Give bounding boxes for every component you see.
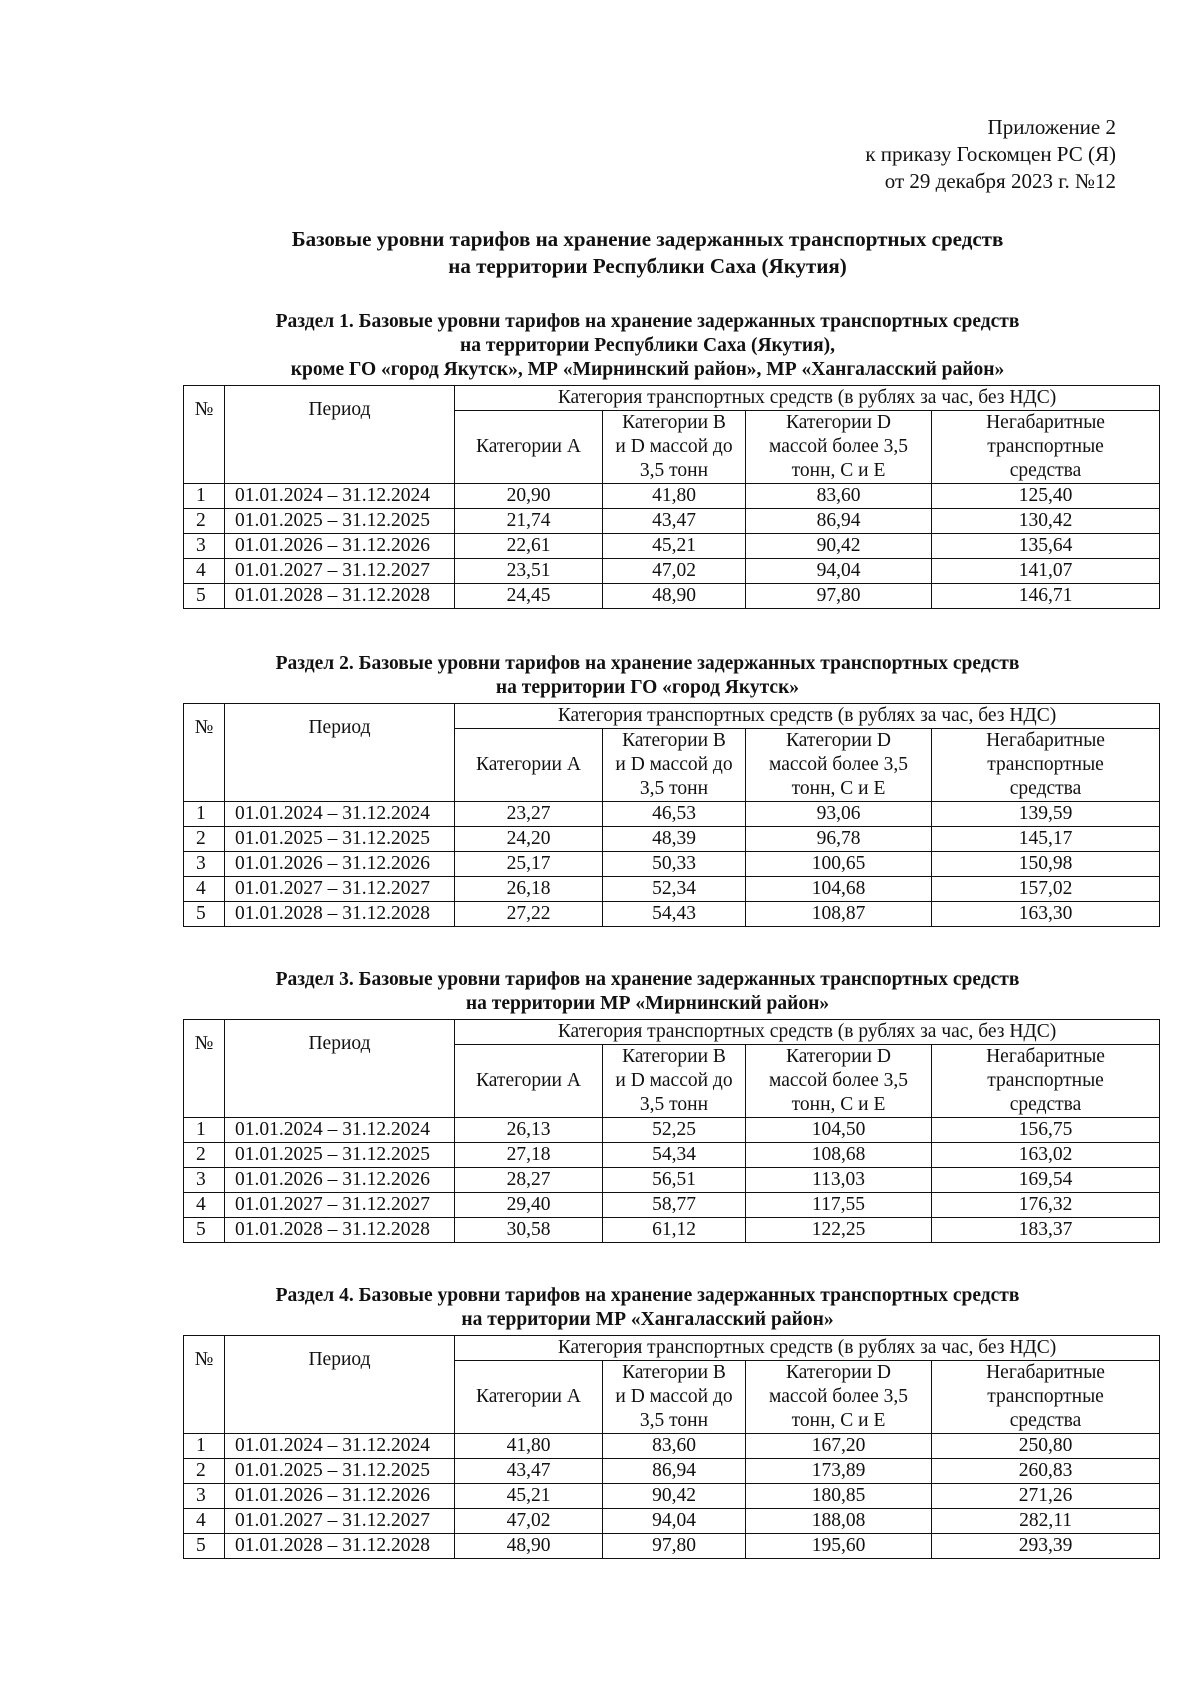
row-period: 01.01.2026 – 31.12.2026	[225, 852, 455, 877]
tariff-category-d: 96,78	[746, 827, 932, 852]
row-number: 4	[184, 1193, 225, 1218]
tariff-category-a: 26,13	[455, 1118, 603, 1143]
row-period: 01.01.2028 – 31.12.2028	[225, 1218, 455, 1243]
row-number: 1	[184, 1118, 225, 1143]
section-heading-line: на территории Республики Саха (Якутия),	[460, 335, 835, 356]
row-period: 01.01.2024 – 31.12.2024	[225, 484, 455, 509]
tariff-oversize: 260,83	[932, 1459, 1160, 1484]
tariff-category-b: 54,43	[603, 902, 746, 927]
header-line: и D массой до	[615, 1386, 733, 1407]
header-line: массой более 3,5	[769, 1070, 908, 1091]
section-4-heading	[0, 1284, 1200, 1332]
row-number: 2	[184, 827, 225, 852]
section-heading-line: Раздел 3. Базовые уровни тарифов на хранение задержанных транспортных средств	[275, 969, 1020, 990]
header-line: тонн, С и Е	[791, 1094, 886, 1115]
table-row	[184, 509, 1160, 534]
row-period: 01.01.2025 – 31.12.2025	[225, 1459, 455, 1484]
header-line: Категории В	[622, 412, 726, 433]
tariff-oversize: 157,02	[932, 877, 1160, 902]
header-line: тонн, С и Е	[791, 778, 886, 799]
tariff-category-a: 27,22	[455, 902, 603, 927]
tariff-oversize: 145,17	[932, 827, 1160, 852]
row-period: 01.01.2027 – 31.12.2027	[225, 1509, 455, 1534]
column-header-category-a: Категории А	[455, 1361, 603, 1434]
tariff-category-b: 48,39	[603, 827, 746, 852]
header-line: Категории D	[786, 412, 891, 433]
tariff-category-d: 83,60	[746, 484, 932, 509]
appendix-line: от 29 декабря 2023 г. №12	[884, 169, 1116, 193]
tariff-category-a: 25,17	[455, 852, 603, 877]
row-period: 01.01.2028 – 31.12.2028	[225, 584, 455, 609]
row-number: 1	[184, 1434, 225, 1459]
tariff-oversize: 163,30	[932, 902, 1160, 927]
table-header-row	[184, 1336, 1160, 1361]
tariff-category-a: 47,02	[455, 1509, 603, 1534]
table-row	[184, 559, 1160, 584]
column-header-oversize	[932, 411, 1160, 484]
column-header-period: Период	[225, 386, 455, 484]
section-2-heading	[0, 652, 1200, 700]
appendix-line: к приказу Госкомцен РС (Я)	[865, 142, 1116, 166]
tariff-category-a: 29,40	[455, 1193, 603, 1218]
header-line: Негабаритные	[986, 1046, 1105, 1067]
column-header-category-a: Категории А	[455, 729, 603, 802]
table-row	[184, 1143, 1160, 1168]
header-line: Категории В	[622, 730, 726, 751]
header-line: Категории В	[622, 1362, 726, 1383]
column-header-period: Период	[225, 704, 455, 802]
tariff-category-a: 45,21	[455, 1484, 603, 1509]
row-number: 1	[184, 484, 225, 509]
row-number: 2	[184, 1459, 225, 1484]
tariff-oversize: 282,11	[932, 1509, 1160, 1534]
header-line: и D массой до	[615, 754, 733, 775]
tariff-category-d: 188,08	[746, 1509, 932, 1534]
column-header-category-b	[603, 1045, 746, 1118]
row-period: 01.01.2024 – 31.12.2024	[225, 1434, 455, 1459]
tariff-category-b: 43,47	[603, 509, 746, 534]
tariff-category-b: 83,60	[603, 1434, 746, 1459]
section-heading-line: на территории МР «Хангаласский район»	[461, 1309, 834, 1330]
tariff-category-d: 113,03	[746, 1168, 932, 1193]
tariff-oversize: 183,37	[932, 1218, 1160, 1243]
table-header-row	[184, 704, 1160, 729]
column-header-number: №	[184, 1020, 225, 1118]
row-period: 01.01.2027 – 31.12.2027	[225, 877, 455, 902]
tariff-category-a: 22,61	[455, 534, 603, 559]
tariff-category-b: 90,42	[603, 1484, 746, 1509]
column-header-category-d	[746, 411, 932, 484]
header-line: Негабаритные	[986, 1362, 1105, 1383]
row-number: 5	[184, 902, 225, 927]
header-line: 3,5 тонн	[639, 460, 709, 481]
table-row	[184, 1459, 1160, 1484]
header-line: 3,5 тонн	[639, 1094, 709, 1115]
header-line: транспортные	[987, 754, 1104, 775]
column-header-category-group: Категория транспортных средств (в рублях за час, без НДС)	[455, 704, 1160, 729]
tariff-category-d: 104,50	[746, 1118, 932, 1143]
column-header-category-d	[746, 729, 932, 802]
column-header-category-b	[603, 1361, 746, 1434]
table-header-row	[184, 1020, 1160, 1045]
column-header-number: №	[184, 1336, 225, 1434]
column-header-category-d	[746, 1361, 932, 1434]
header-line: 3,5 тонн	[639, 1410, 709, 1431]
column-header-category-b	[603, 729, 746, 802]
header-line: массой более 3,5	[769, 754, 908, 775]
row-number: 4	[184, 877, 225, 902]
row-period: 01.01.2027 – 31.12.2027	[225, 1193, 455, 1218]
tariff-category-b: 54,34	[603, 1143, 746, 1168]
row-period: 01.01.2026 – 31.12.2026	[225, 1168, 455, 1193]
section-heading-line: Раздел 2. Базовые уровни тарифов на хранение задержанных транспортных средств	[275, 653, 1020, 674]
tariff-category-b: 58,77	[603, 1193, 746, 1218]
tariff-category-b: 52,25	[603, 1118, 746, 1143]
column-header-category-b	[603, 411, 746, 484]
row-number: 3	[184, 1168, 225, 1193]
tariff-oversize: 150,98	[932, 852, 1160, 877]
table-row	[184, 1168, 1160, 1193]
section-heading-line: на территории МР «Мирнинский район»	[465, 993, 830, 1014]
table-row	[184, 827, 1160, 852]
column-header-period: Период	[225, 1020, 455, 1118]
column-header-oversize	[932, 1361, 1160, 1434]
header-line: средства	[1009, 1410, 1082, 1431]
header-line: Негабаритные	[986, 412, 1105, 433]
row-number: 5	[184, 584, 225, 609]
table-header-row	[184, 386, 1160, 411]
section-2-tariff-table	[183, 703, 1160, 927]
row-period: 01.01.2024 – 31.12.2024	[225, 802, 455, 827]
tariff-oversize: 271,26	[932, 1484, 1160, 1509]
tariff-oversize: 250,80	[932, 1434, 1160, 1459]
header-line: транспортные	[987, 1070, 1104, 1091]
tariff-category-d: 117,55	[746, 1193, 932, 1218]
tariff-category-a: 26,18	[455, 877, 603, 902]
column-header-oversize	[932, 1045, 1160, 1118]
column-header-category-a: Категории А	[455, 1045, 603, 1118]
tariff-category-a: 21,74	[455, 509, 603, 534]
tariff-category-b: 45,21	[603, 534, 746, 559]
tariff-category-a: 41,80	[455, 1434, 603, 1459]
tariff-oversize: 141,07	[932, 559, 1160, 584]
header-line: и D массой до	[615, 1070, 733, 1091]
row-period: 01.01.2028 – 31.12.2028	[225, 1534, 455, 1559]
tariff-category-b: 94,04	[603, 1509, 746, 1534]
row-period: 01.01.2026 – 31.12.2026	[225, 534, 455, 559]
tariff-oversize: 156,75	[932, 1118, 1160, 1143]
appendix-line: Приложение 2	[987, 115, 1116, 139]
column-header-category-group: Категория транспортных средств (в рублях за час, без НДС)	[455, 1020, 1160, 1045]
header-line: и D массой до	[615, 436, 733, 457]
tariff-category-a: 20,90	[455, 484, 603, 509]
tariff-category-a: 48,90	[455, 1534, 603, 1559]
row-number: 3	[184, 534, 225, 559]
tariff-category-b: 47,02	[603, 559, 746, 584]
tariff-category-b: 61,12	[603, 1218, 746, 1243]
section-heading-line: на территории ГО «город Якутск»	[495, 677, 800, 698]
column-header-oversize	[932, 729, 1160, 802]
section-3-tariff-table	[183, 1019, 1160, 1243]
row-period: 01.01.2025 – 31.12.2025	[225, 509, 455, 534]
tariff-oversize: 169,54	[932, 1168, 1160, 1193]
document-title-line: на территории Республики Саха (Якутия)	[448, 254, 847, 278]
tariff-oversize: 293,39	[932, 1534, 1160, 1559]
row-number: 2	[184, 1143, 225, 1168]
tariff-oversize: 139,59	[932, 802, 1160, 827]
header-line: 3,5 тонн	[639, 778, 709, 799]
header-line: Категории D	[786, 1362, 891, 1383]
row-period: 01.01.2025 – 31.12.2025	[225, 827, 455, 852]
tariff-category-a: 24,20	[455, 827, 603, 852]
tariff-category-d: 108,68	[746, 1143, 932, 1168]
section-heading-line: Раздел 4. Базовые уровни тарифов на хранение задержанных транспортных средств	[275, 1285, 1020, 1306]
row-number: 5	[184, 1534, 225, 1559]
tariff-category-d: 86,94	[746, 509, 932, 534]
section-1-tariff-table	[183, 385, 1160, 609]
document-title-line: Базовые уровни тарифов на хранение задержанных транспортных средств	[291, 227, 1004, 251]
tariff-category-b: 48,90	[603, 584, 746, 609]
column-header-category-a: Категории А	[455, 411, 603, 484]
table-row	[184, 852, 1160, 877]
table-row	[184, 584, 1160, 609]
tariff-category-b: 50,33	[603, 852, 746, 877]
tariff-oversize: 125,40	[932, 484, 1160, 509]
tariff-category-b: 86,94	[603, 1459, 746, 1484]
table-row	[184, 1509, 1160, 1534]
header-line: Категории D	[786, 730, 891, 751]
row-number: 2	[184, 509, 225, 534]
table-row	[184, 534, 1160, 559]
table-row	[184, 1534, 1160, 1559]
table-row	[184, 802, 1160, 827]
table-row	[184, 1218, 1160, 1243]
tariff-category-a: 23,27	[455, 802, 603, 827]
table-row	[184, 1484, 1160, 1509]
row-number: 4	[184, 559, 225, 584]
table-row	[184, 1118, 1160, 1143]
header-line: массой более 3,5	[769, 436, 908, 457]
tariff-category-d: 173,89	[746, 1459, 932, 1484]
tariff-oversize: 163,02	[932, 1143, 1160, 1168]
tariff-category-b: 52,34	[603, 877, 746, 902]
header-line: транспортные	[987, 1386, 1104, 1407]
tariff-category-d: 97,80	[746, 584, 932, 609]
section-1-heading	[0, 310, 1200, 382]
column-header-period: Период	[225, 1336, 455, 1434]
tariff-oversize: 135,64	[932, 534, 1160, 559]
column-header-number: №	[184, 386, 225, 484]
tariff-oversize: 146,71	[932, 584, 1160, 609]
tariff-category-d: 93,06	[746, 802, 932, 827]
table-row	[184, 877, 1160, 902]
header-line: средства	[1009, 1094, 1082, 1115]
header-line: тонн, С и Е	[791, 460, 886, 481]
row-number: 3	[184, 1484, 225, 1509]
table-row	[184, 484, 1160, 509]
section-heading-line: кроме ГО «город Якутск», МР «Мирнинский район», МР «Хангаласский район»	[290, 359, 1005, 380]
tariff-category-b: 41,80	[603, 484, 746, 509]
tariff-category-d: 180,85	[746, 1484, 932, 1509]
tariff-oversize: 176,32	[932, 1193, 1160, 1218]
tariff-category-d: 94,04	[746, 559, 932, 584]
row-number: 4	[184, 1509, 225, 1534]
tariff-category-a: 30,58	[455, 1218, 603, 1243]
tariff-category-d: 195,60	[746, 1534, 932, 1559]
tariff-oversize: 130,42	[932, 509, 1160, 534]
tariff-category-a: 23,51	[455, 559, 603, 584]
row-period: 01.01.2026 – 31.12.2026	[225, 1484, 455, 1509]
tariff-category-a: 24,45	[455, 584, 603, 609]
header-line: Негабаритные	[986, 730, 1105, 751]
tariff-category-b: 56,51	[603, 1168, 746, 1193]
tariff-category-a: 43,47	[455, 1459, 603, 1484]
table-row	[184, 1193, 1160, 1218]
tariff-category-d: 104,68	[746, 877, 932, 902]
tariff-category-d: 100,65	[746, 852, 932, 877]
header-line: массой более 3,5	[769, 1386, 908, 1407]
column-header-category-group: Категория транспортных средств (в рублях за час, без НДС)	[455, 1336, 1160, 1361]
section-4-tariff-table	[183, 1335, 1160, 1559]
tariff-category-d: 108,87	[746, 902, 932, 927]
section-heading-line: Раздел 1. Базовые уровни тарифов на хранение задержанных транспортных средств	[275, 311, 1020, 332]
tariff-category-b: 46,53	[603, 802, 746, 827]
header-line: средства	[1009, 460, 1082, 481]
column-header-number: №	[184, 704, 225, 802]
column-header-category-d	[746, 1045, 932, 1118]
document-title	[0, 226, 1200, 280]
header-line: средства	[1009, 778, 1082, 799]
appendix-reference	[865, 114, 1116, 195]
row-period: 01.01.2024 – 31.12.2024	[225, 1118, 455, 1143]
tariff-category-b: 97,80	[603, 1534, 746, 1559]
header-line: Категории В	[622, 1046, 726, 1067]
header-line: транспортные	[987, 436, 1104, 457]
section-3-heading	[0, 968, 1200, 1016]
tariff-category-a: 28,27	[455, 1168, 603, 1193]
row-number: 5	[184, 1218, 225, 1243]
table-row	[184, 1434, 1160, 1459]
tariff-category-a: 27,18	[455, 1143, 603, 1168]
row-period: 01.01.2028 – 31.12.2028	[225, 902, 455, 927]
row-number: 3	[184, 852, 225, 877]
table-row	[184, 902, 1160, 927]
header-line: тонн, С и Е	[791, 1410, 886, 1431]
row-period: 01.01.2025 – 31.12.2025	[225, 1143, 455, 1168]
row-period: 01.01.2027 – 31.12.2027	[225, 559, 455, 584]
tariff-category-d: 122,25	[746, 1218, 932, 1243]
row-number: 1	[184, 802, 225, 827]
header-line: Категории D	[786, 1046, 891, 1067]
column-header-category-group: Категория транспортных средств (в рублях за час, без НДС)	[455, 386, 1160, 411]
tariff-category-d: 167,20	[746, 1434, 932, 1459]
tariff-category-d: 90,42	[746, 534, 932, 559]
